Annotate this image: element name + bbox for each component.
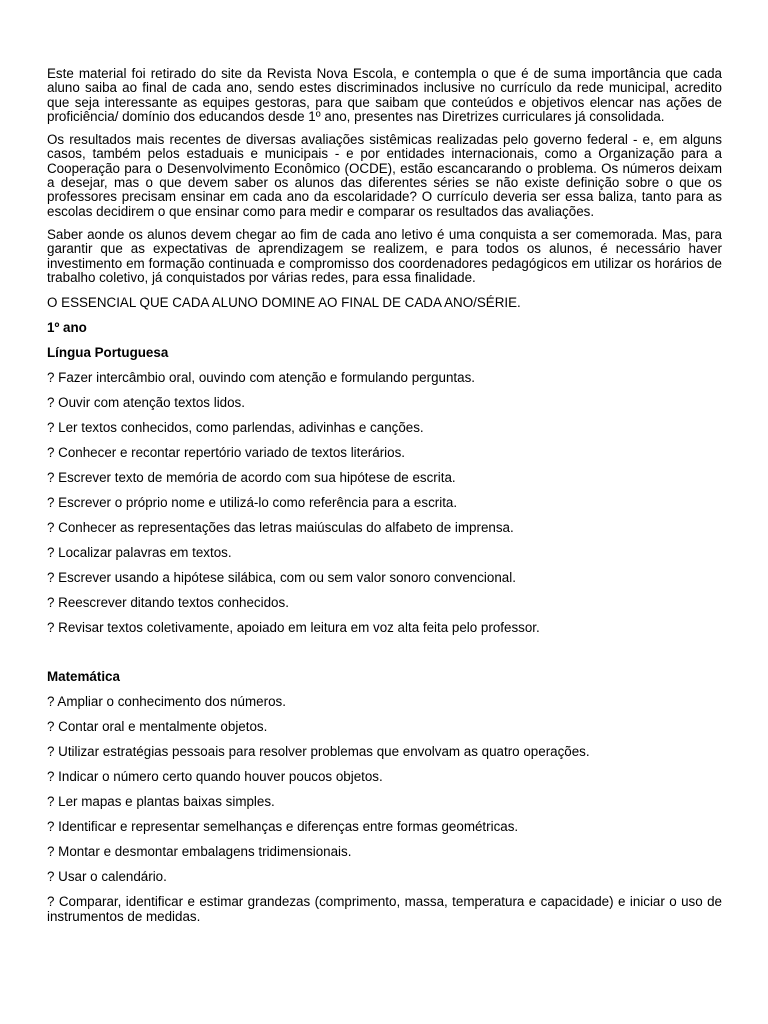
list-item: ? Conhecer e recontar repertório variado de textos literários.	[47, 445, 406, 461]
list-item: ? Contar oral e mentalmente objetos.	[47, 718, 268, 734]
list-item: ? Ler textos conhecidos, como parlendas, adivinhas e canções.	[47, 420, 424, 436]
list-item: ? Usar o calendário.	[47, 868, 167, 884]
year-heading: 1º ano	[47, 320, 87, 336]
list-item: ? Fazer intercâmbio oral, ouvindo com atenção e formulando perguntas.	[47, 370, 475, 386]
list-item: ? Ler mapas e plantas baixas simples.	[47, 793, 275, 809]
list-item: ? Reescrever ditando textos conhecidos.	[47, 595, 289, 611]
portuguese-heading: Língua Portuguesa	[47, 345, 169, 361]
list-item: ? Montar e desmontar embalagens tridimensionais.	[47, 843, 352, 859]
essential-title: O ESSENCIAL QUE CADA ALUNO DOMINE AO FINAL DE CADA ANO/SÉRIE.	[47, 295, 521, 311]
list-item: ? Escrever texto de memória de acordo com sua hipótese de escrita.	[47, 470, 456, 486]
list-item: ? Localizar palavras em textos.	[47, 545, 232, 561]
intro-paragraph: Saber aonde os alunos devem chegar ao fim de cada ano letivo é uma conquista a ser comemorada. Mas, para garantir que as expectativas de aprendizagem se realizem, e para todos os alunos, é necessário haver investimento em formação continuada e compromisso dos coordenadores pedagógicos em utilizar os horários de trabalho coletivo, já conquistados por várias redes, para essa finalidade.	[47, 226, 722, 285]
list-item: ? Escrever o próprio nome e utilizá-lo como referência para a escrita.	[47, 495, 458, 511]
document-page	[47, 67, 722, 933]
list-item: ? Indicar o número certo quando houver poucos objetos.	[47, 768, 383, 784]
list-item: ? Ouvir com atenção textos lidos.	[47, 395, 245, 411]
intro-paragraph: Este material foi retirado do site da Revista Nova Escola, e contempla o que é de suma importância que cada aluno saiba ao final de cada ano, sendo estes discriminados inclusive no currículo da rede municipal, acredito que seja interessante as equipes gestoras, para que saibam que conteúdos e objetivos elencar nas ações de proficiência/ domínio dos educandos desde 1º ano, presentes nas Diretrizes curriculares já consolidada.	[47, 66, 722, 124]
list-item: ? Comparar, identificar e estimar grandezas (comprimento, massa, temperatura e capacidade) e iniciar o uso de instrumentos de medidas.	[47, 893, 722, 924]
list-item: ? Utilizar estratégias pessoais para resolver problemas que envolvam as quatro operações.	[47, 743, 590, 759]
portuguese-list	[47, 370, 722, 636]
intro-paragraph: Os resultados mais recentes de diversas avaliações sistêmicas realizadas pelo governo federal - e, em alguns casos, também pelos estaduais e municipais - e por entidades internacionais, como a Organização para a Cooperação para o Desenvolvimento Econômico (OCDE), estão escancarando o problema. Os números deixam a desejar, mas o que devem saber os alunos das diferentes séries se não existe definição sobre o que os professores precisam ensinar em cada ano da escolaridade? O currículo deveria ser essa baliza, tanto para as escolas decidirem o que ensinar como para medir e comparar os resultados das avaliações.	[47, 132, 722, 219]
list-item: ? Escrever usando a hipótese silábica, com ou sem valor sonoro convencional.	[47, 570, 516, 586]
list-item: ? Conhecer as representações das letras maiúsculas do alfabeto de imprensa.	[47, 520, 514, 536]
math-list	[47, 694, 722, 924]
list-item: ? Revisar textos coletivamente, apoiado em leitura em voz alta feita pelo professor.	[47, 620, 540, 635]
list-item: ? Identificar e representar semelhanças e diferenças entre formas geométricas.	[47, 818, 519, 834]
list-item: ? Ampliar o conhecimento dos números.	[47, 693, 286, 709]
math-heading: Matemática	[47, 668, 120, 684]
